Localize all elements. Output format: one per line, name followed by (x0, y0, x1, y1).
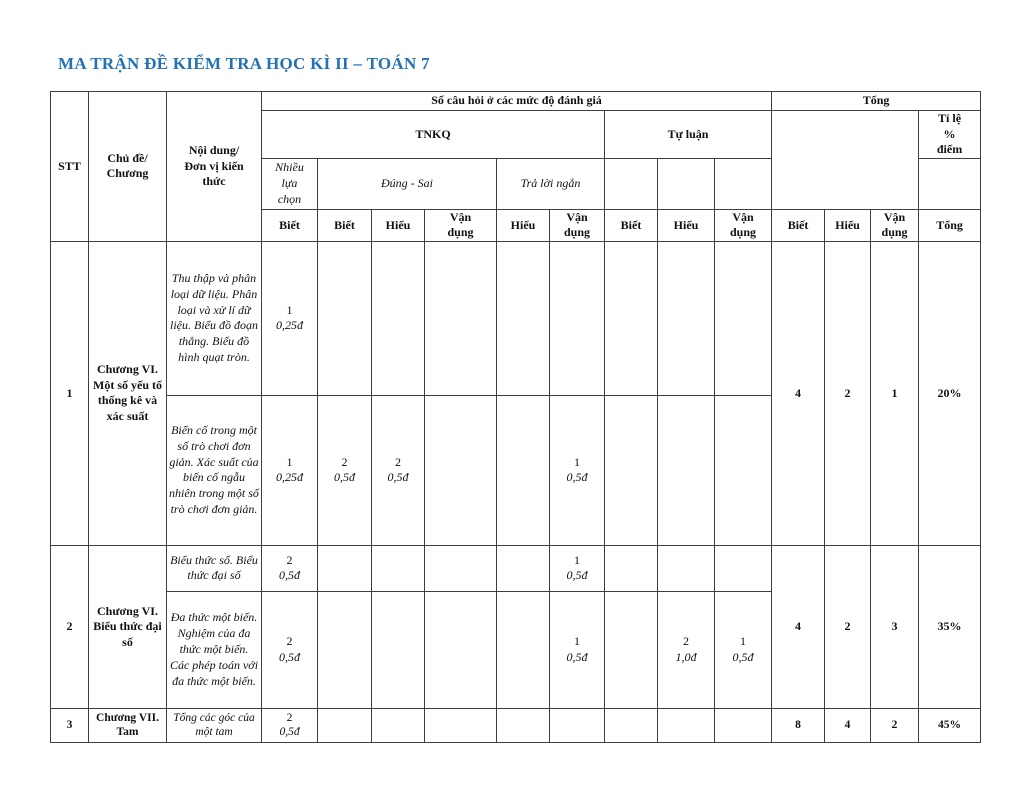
header-tl-hieu: Hiểu (658, 209, 715, 241)
cell-2b-tl-van-dung: 1 0,5đ (715, 591, 772, 708)
header-tong-cot: Tổng (919, 209, 981, 241)
cell-noi-dung-1b: Biến cố trong một số trò chơi đơn giản. Xác suất của biến cố ngẫu nhiên trong một số trò chơi đơn giản. (167, 395, 262, 545)
empty-cell (605, 708, 658, 742)
header-tong-hieu: Hiểu (825, 209, 871, 241)
cell-ti-le-3: 45% (919, 708, 981, 742)
empty-cell (425, 708, 497, 742)
empty-cell (658, 241, 715, 395)
empty-cell (715, 708, 772, 742)
cell-ti-le-2: 35% (919, 545, 981, 708)
empty-cell (318, 708, 372, 742)
table-row (51, 545, 981, 591)
empty-cell (425, 395, 497, 545)
table-row (51, 708, 981, 742)
cell-stt-1: 1 (51, 241, 89, 545)
empty-cell (715, 395, 772, 545)
empty-cell (425, 545, 497, 591)
empty-cell (497, 241, 550, 395)
empty-cell (497, 395, 550, 545)
cell-noi-dung-1a: Thu thập và phân loại dữ liệu. Phân loại và xử lí dữ liệu. Biểu đồ đoạn thẳng. Biểu đồ hình quạt tròn. (167, 241, 262, 395)
empty-cell (605, 395, 658, 545)
empty-cell (425, 241, 497, 395)
cell-total-van-dung-2: 3 (871, 545, 919, 708)
cell-total-hieu-2: 2 (825, 545, 871, 708)
header-tl-biet: Biết (605, 209, 658, 241)
empty-cell (497, 545, 550, 591)
cell-3-nlc-biet: 2 0,5đ (262, 708, 318, 742)
cell-chuong-1: Chương VI. Một số yếu tố thống kê và xác suất (89, 241, 167, 545)
header-noi-dung: Nội dung/ Đơn vị kiến thức (167, 92, 262, 242)
cell-2b-tln-van-dung: 1 0,5đ (550, 591, 605, 708)
cell-noi-dung-2b: Đa thức một biến. Nghiệm của đa thức một biến. Các phép toán với đa thức một biến. (167, 591, 262, 708)
empty-cell (919, 158, 981, 209)
cell-chuong-3: Chương VII. Tam (89, 708, 167, 742)
empty-cell (605, 545, 658, 591)
header-stt: STT (51, 92, 89, 242)
empty-cell (658, 158, 715, 209)
empty-cell (318, 545, 372, 591)
table-row (51, 241, 981, 395)
cell-1a-nlc-biet: 1 0,25đ (262, 241, 318, 395)
header-ti-le: Tỉ lệ % điểm (919, 111, 981, 159)
cell-stt-2: 2 (51, 545, 89, 708)
header-nhieu-lua-chon: Nhiều lựa chọn (262, 158, 318, 209)
header-so-cau-hoi: Số câu hỏi ở các mức độ đánh giá (262, 92, 772, 111)
cell-1b-tln-van-dung: 1 0,5đ (550, 395, 605, 545)
cell-total-van-dung-1: 1 (871, 241, 919, 545)
header-tln-hieu: Hiểu (497, 209, 550, 241)
header-tong-biet: Biết (772, 209, 825, 241)
cell-1b-nlc-biet: 1 0,25đ (262, 395, 318, 545)
empty-cell (715, 241, 772, 395)
cell-1b-ds-hieu: 2 0,5đ (372, 395, 425, 545)
cell-total-biet-2: 4 (772, 545, 825, 708)
empty-cell (715, 158, 772, 209)
header-tong-group: Tổng (772, 92, 981, 111)
cell-1b-ds-biet: 2 0,5đ (318, 395, 372, 545)
cell-2a-tln-van-dung: 1 0,5đ (550, 545, 605, 591)
cell-ti-le-1: 20% (919, 241, 981, 545)
empty-cell (658, 708, 715, 742)
cell-total-hieu-3: 4 (825, 708, 871, 742)
cell-2a-nlc-biet: 2 0,5đ (262, 545, 318, 591)
cell-noi-dung-2a: Biểu thức số. Biểu thức đại số (167, 545, 262, 591)
empty-cell (318, 241, 372, 395)
header-ds-van-dung: Vận dụng (425, 209, 497, 241)
empty-cell (658, 545, 715, 591)
empty-cell (605, 241, 658, 395)
header-dung-sai: Đúng - Sai (318, 158, 497, 209)
empty-cell (497, 591, 550, 708)
cell-2b-nlc-biet: 2 0,5đ (262, 591, 318, 708)
cell-noi-dung-3: Tổng các góc của một tam (167, 708, 262, 742)
empty-cell (605, 591, 658, 708)
empty-cell (372, 241, 425, 395)
header-row-groups (51, 92, 981, 111)
header-tu-luan: Tự luận (605, 111, 772, 159)
empty-cell (658, 395, 715, 545)
cell-2b-tl-hieu: 2 1,0đ (658, 591, 715, 708)
empty-cell (715, 545, 772, 591)
header-tnkq: TNKQ (262, 111, 605, 159)
empty-cell (425, 591, 497, 708)
empty-cell (372, 545, 425, 591)
exam-matrix-table (50, 91, 981, 743)
empty-cell (772, 111, 919, 210)
empty-cell (550, 708, 605, 742)
cell-stt-3: 3 (51, 708, 89, 742)
header-tong-van-dung: Vận dụng (871, 209, 919, 241)
empty-cell (497, 708, 550, 742)
header-chu-de-chuong: Chủ đề/ Chương (89, 92, 167, 242)
cell-total-biet-1: 4 (772, 241, 825, 545)
empty-cell (550, 241, 605, 395)
header-ds-biet: Biết (318, 209, 372, 241)
header-tra-loi-ngan: Trả lời ngắn (497, 158, 605, 209)
empty-cell (372, 591, 425, 708)
header-nlc-biet: Biết (262, 209, 318, 241)
empty-cell (605, 158, 658, 209)
cell-total-van-dung-3: 2 (871, 708, 919, 742)
empty-cell (318, 591, 372, 708)
header-tl-van-dung: Vận dụng (715, 209, 772, 241)
header-ds-hieu: Hiểu (372, 209, 425, 241)
cell-total-biet-3: 8 (772, 708, 825, 742)
page-title: MA TRẬN ĐỀ KIỂM TRA HỌC KÌ II – TOÁN 7 (58, 54, 430, 73)
cell-chuong-2: Chương VI. Biểu thức đại số (89, 545, 167, 708)
cell-total-hieu-1: 2 (825, 241, 871, 545)
header-tln-van-dung: Vận dụng (550, 209, 605, 241)
empty-cell (372, 708, 425, 742)
